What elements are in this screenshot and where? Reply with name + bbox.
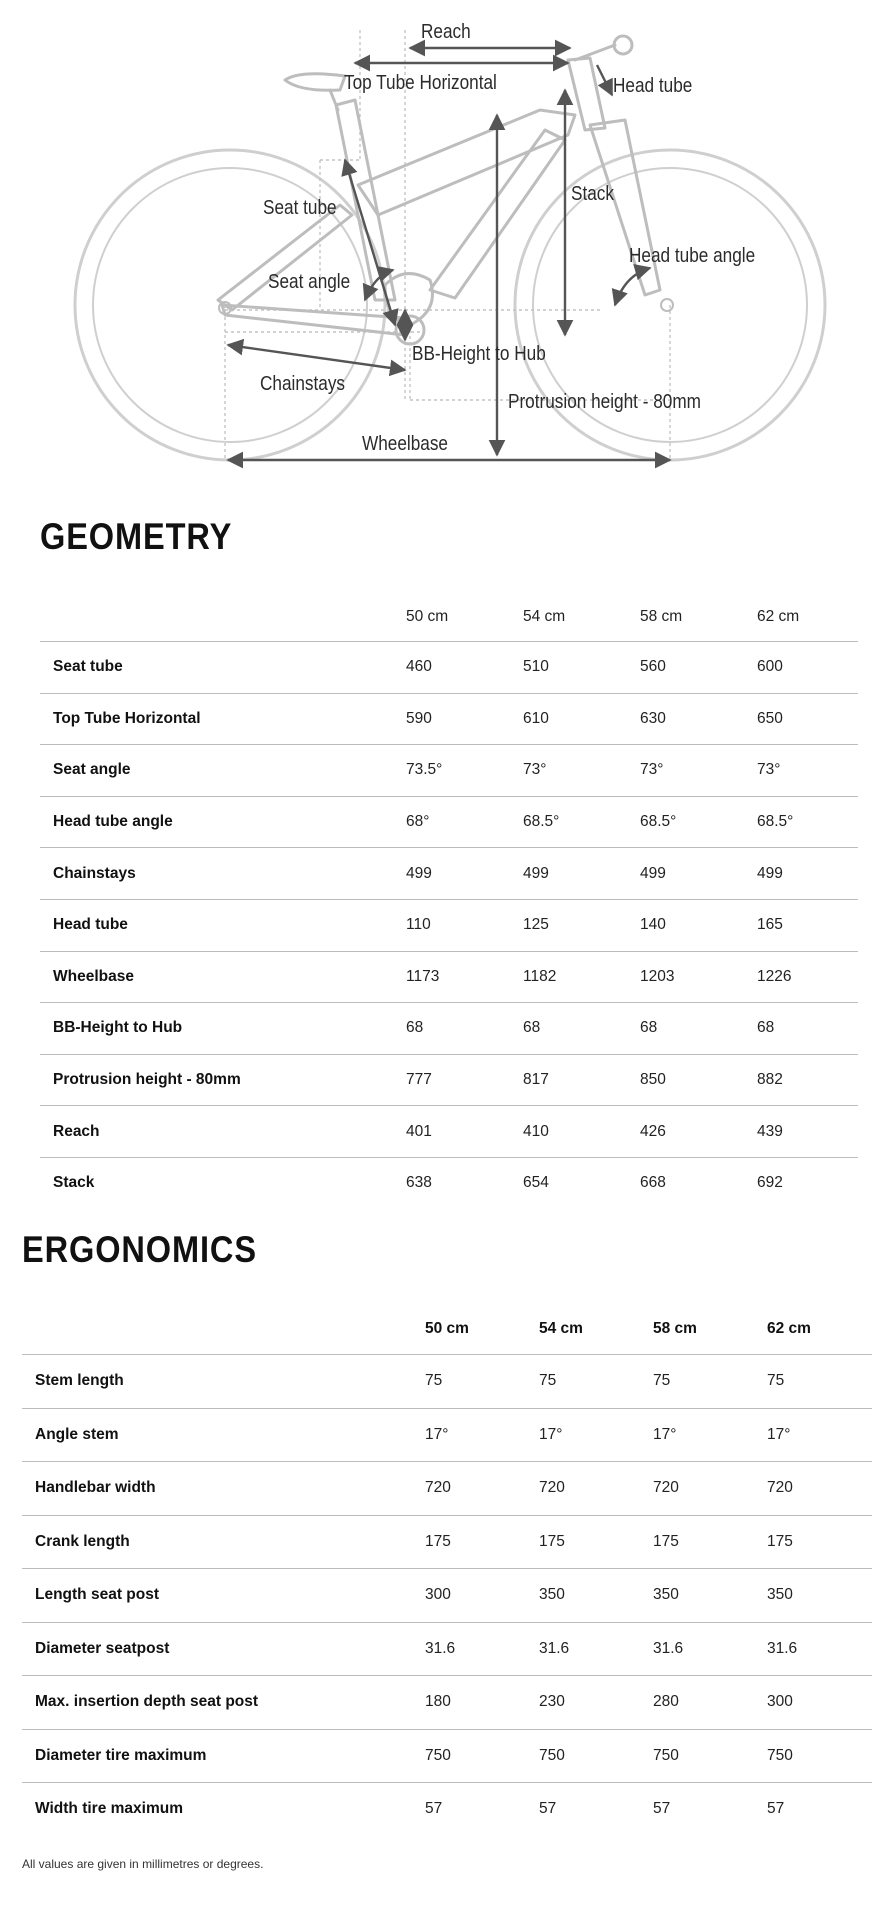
cell: 426	[640, 1106, 757, 1158]
cell: 499	[640, 848, 757, 900]
cell: 68	[523, 1003, 640, 1055]
cell: 75	[653, 1355, 767, 1409]
label-head-tube-angle: Head tube angle	[628, 243, 756, 267]
cell: 750	[539, 1729, 653, 1783]
cell: 720	[539, 1462, 653, 1516]
cell: 57	[539, 1783, 653, 1836]
row-label: Reach	[40, 1106, 406, 1158]
row-label: Crank length	[22, 1515, 425, 1569]
row-label: Seat angle	[40, 745, 406, 797]
cell: 750	[425, 1729, 539, 1783]
table-header-row	[22, 1303, 872, 1355]
table-row	[40, 1003, 858, 1055]
cell: 31.6	[539, 1622, 653, 1676]
cell: 650	[757, 693, 858, 745]
cell: 230	[539, 1676, 653, 1730]
cell: 73.5°	[406, 745, 523, 797]
column-header: 50 cm	[406, 607, 449, 625]
table-row	[40, 951, 858, 1003]
cell: 630	[640, 693, 757, 745]
row-label: Protrusion height - 80mm	[40, 1054, 406, 1106]
cell: 777	[406, 1054, 523, 1106]
label-seat-tube: Seat tube	[262, 195, 337, 219]
ergonomics-table	[22, 1303, 872, 1836]
cell: 439	[757, 1106, 858, 1158]
cell: 720	[425, 1462, 539, 1516]
cell: 68°	[406, 796, 523, 848]
cell: 560	[640, 642, 757, 694]
table-row	[22, 1355, 872, 1409]
cell: 610	[523, 693, 640, 745]
table-row	[22, 1515, 872, 1569]
cell: 654	[523, 1157, 640, 1208]
cell: 750	[653, 1729, 767, 1783]
table-row	[40, 1054, 858, 1106]
cell: 68.5°	[523, 796, 640, 848]
table-row	[22, 1729, 872, 1783]
cell: 817	[523, 1054, 640, 1106]
cell: 410	[523, 1106, 640, 1158]
cell: 31.6	[767, 1622, 872, 1676]
table-row	[22, 1569, 872, 1623]
cell: 280	[653, 1676, 767, 1730]
cell: 73°	[523, 745, 640, 797]
cell: 68	[757, 1003, 858, 1055]
table-row	[22, 1622, 872, 1676]
label-reach: Reach	[421, 19, 471, 43]
cell: 175	[425, 1515, 539, 1569]
cell: 31.6	[425, 1622, 539, 1676]
cell: 68	[640, 1003, 757, 1055]
bike-illustration	[0, 0, 895, 470]
cell: 300	[425, 1569, 539, 1623]
row-label: Seat tube	[40, 642, 406, 694]
header-blank	[40, 592, 406, 642]
label-bb-height-to-hub: BB-Height to Hub	[412, 341, 546, 365]
cell: 499	[406, 848, 523, 900]
cell: 720	[653, 1462, 767, 1516]
cell: 1173	[406, 951, 523, 1003]
geometry-table	[40, 592, 858, 1209]
table-row	[40, 745, 858, 797]
cell: 17°	[653, 1408, 767, 1462]
header-blank	[22, 1303, 425, 1355]
table-header-row	[40, 592, 858, 642]
column-header: 58 cm	[653, 1319, 697, 1337]
row-label: Angle stem	[22, 1408, 425, 1462]
label-protrusion-height: Protrusion height - 80mm	[507, 389, 701, 413]
label-seat-angle: Seat angle	[268, 269, 351, 293]
row-label: Handlebar width	[22, 1462, 425, 1516]
cell: 73°	[640, 745, 757, 797]
bike-geometry-diagram	[0, 0, 895, 470]
column-header: 58 cm	[640, 607, 683, 625]
table-row	[40, 1106, 858, 1158]
table-row	[22, 1676, 872, 1730]
column-header: 62 cm	[767, 1319, 811, 1337]
cell: 68	[406, 1003, 523, 1055]
cell: 600	[757, 642, 858, 694]
column-header: 50 cm	[425, 1319, 469, 1337]
cell: 73°	[757, 745, 858, 797]
table-row	[40, 693, 858, 745]
cell: 1203	[640, 951, 757, 1003]
table-row	[22, 1783, 872, 1836]
diagram-labels	[260, 20, 755, 455]
cell: 125	[523, 899, 640, 951]
cell: 300	[767, 1676, 872, 1730]
row-label: Stem length	[22, 1355, 425, 1409]
head-tube-arrow	[597, 65, 612, 95]
cell: 75	[767, 1355, 872, 1409]
row-label: Diameter seatpost	[22, 1622, 425, 1676]
row-label: Max. insertion depth seat post	[22, 1676, 425, 1730]
cell: 638	[406, 1157, 523, 1208]
cell: 882	[757, 1054, 858, 1106]
cell: 110	[406, 899, 523, 951]
label-head-tube: Head tube	[613, 73, 693, 97]
cell: 31.6	[653, 1622, 767, 1676]
row-label: Top Tube Horizontal	[40, 693, 406, 745]
cell: 590	[406, 693, 523, 745]
cell: 175	[767, 1515, 872, 1569]
cell: 720	[767, 1462, 872, 1516]
cell: 57	[767, 1783, 872, 1836]
row-label: Diameter tire maximum	[22, 1729, 425, 1783]
ergonomics-heading: ERGONOMICS	[22, 1229, 257, 1270]
cell: 350	[653, 1569, 767, 1623]
footnote: All values are given in millimetres or degrees.	[22, 1857, 264, 1871]
row-label: BB-Height to Hub	[40, 1003, 406, 1055]
label-stack: Stack	[571, 181, 614, 205]
cell: 350	[767, 1569, 872, 1623]
cell: 350	[539, 1569, 653, 1623]
cell: 17°	[767, 1408, 872, 1462]
column-header: 54 cm	[539, 1319, 583, 1337]
table-row	[40, 1157, 858, 1208]
cell: 75	[425, 1355, 539, 1409]
row-label: Wheelbase	[40, 951, 406, 1003]
row-label: Width tire maximum	[22, 1783, 425, 1836]
cell: 750	[767, 1729, 872, 1783]
cell: 1226	[757, 951, 858, 1003]
cell: 1182	[523, 951, 640, 1003]
cell: 68.5°	[757, 796, 858, 848]
table-row	[40, 899, 858, 951]
cell: 499	[757, 848, 858, 900]
row-label: Stack	[40, 1157, 406, 1208]
cell: 57	[425, 1783, 539, 1836]
cell: 68.5°	[640, 796, 757, 848]
cell: 17°	[539, 1408, 653, 1462]
cell: 165	[757, 899, 858, 951]
row-label: Head tube	[40, 899, 406, 951]
cell: 668	[640, 1157, 757, 1208]
label-top-tube-horizontal: Top Tube Horizontal	[344, 70, 497, 94]
cell: 460	[406, 642, 523, 694]
cell: 180	[425, 1676, 539, 1730]
head-tube-angle-arc	[615, 268, 650, 305]
table-row	[22, 1408, 872, 1462]
cell: 401	[406, 1106, 523, 1158]
cell: 692	[757, 1157, 858, 1208]
label-wheelbase: Wheelbase	[361, 431, 449, 455]
cell: 175	[539, 1515, 653, 1569]
row-label: Chainstays	[40, 848, 406, 900]
cell: 175	[653, 1515, 767, 1569]
cell: 510	[523, 642, 640, 694]
column-header: 54 cm	[523, 607, 566, 625]
cell: 140	[640, 899, 757, 951]
column-header: 62 cm	[757, 607, 800, 625]
cell: 17°	[425, 1408, 539, 1462]
label-chainstays: Chainstays	[260, 371, 346, 395]
table-row	[40, 848, 858, 900]
table-row	[40, 642, 858, 694]
row-label: Head tube angle	[40, 796, 406, 848]
row-label: Length seat post	[22, 1569, 425, 1623]
cell: 75	[539, 1355, 653, 1409]
table-row	[22, 1462, 872, 1516]
cell: 850	[640, 1054, 757, 1106]
cell: 499	[523, 848, 640, 900]
cell: 57	[653, 1783, 767, 1836]
table-row	[40, 796, 858, 848]
geometry-heading: GEOMETRY	[40, 516, 233, 557]
